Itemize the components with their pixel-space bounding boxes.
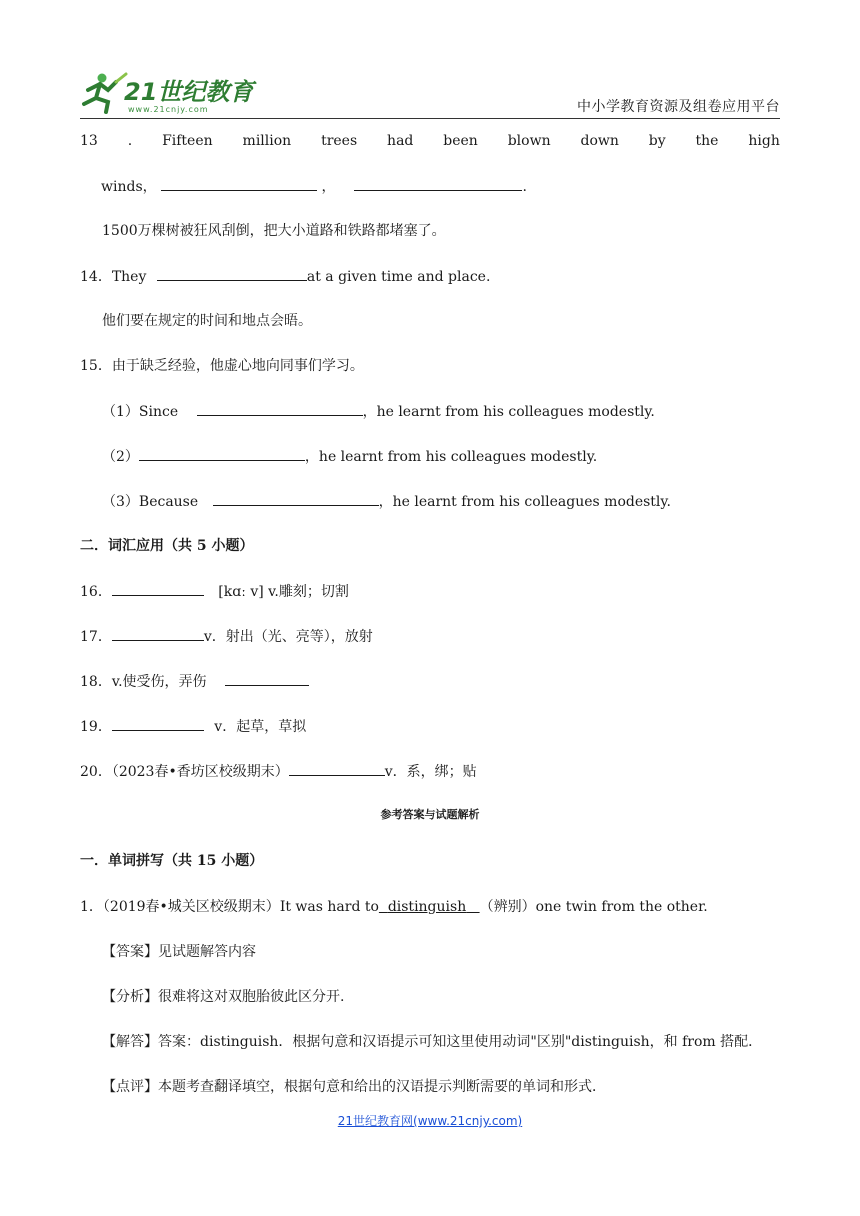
part-label: （1）Since: [102, 404, 179, 420]
q16-number: 16．: [80, 584, 112, 600]
q13-word: the: [695, 133, 719, 149]
q13-end: .: [522, 179, 527, 195]
q1-answer: distinguish: [387, 899, 467, 915]
q20-number: 20．: [80, 764, 112, 780]
q14-text: They: [111, 269, 147, 285]
question-16: [80, 581, 349, 602]
question-13-translation: 1500万棵树被狂风刮倒，把大小道路和铁路都堵塞了。: [102, 223, 446, 239]
question-15-part1: [102, 401, 655, 422]
site-logo: [80, 68, 260, 116]
answer-blank[interactable]: [112, 626, 204, 641]
q13-word: by: [648, 133, 666, 149]
q1-source: （2019春•城关区校级期末）: [102, 899, 280, 915]
q13-word: had: [387, 133, 414, 149]
q20-source: （2023春•香坊区校级期末）: [111, 764, 289, 780]
q13-word: high: [748, 133, 780, 149]
answer-blank[interactable]: [139, 446, 305, 461]
answer-blank[interactable]: [225, 671, 309, 686]
part-text: ，he learnt from his colleagues modestly.: [378, 494, 671, 510]
question-18: [80, 671, 309, 692]
answer-blank[interactable]: [213, 491, 379, 506]
question-13-line1: [80, 131, 780, 151]
section-2-title: 二．词汇应用（共 5 小题）: [80, 538, 254, 554]
part-text: ，he learnt from his colleagues modestly.: [362, 404, 655, 420]
q16-text: [kɑː v] v.雕刻；切割: [218, 584, 349, 600]
logo-subtext: www.21cnjy.com: [128, 105, 209, 114]
analysis-line: 【分析】很难将这对双胞胎彼此区分开.: [102, 989, 345, 1005]
q1-number: 1．: [80, 899, 103, 915]
answer-blank[interactable]: [289, 761, 385, 776]
q1-hint: （辨别）: [479, 899, 536, 915]
answer-blank[interactable]: [197, 401, 363, 416]
q13-word: trees: [321, 133, 358, 149]
answer-blank[interactable]: [112, 581, 204, 596]
q13-word: .: [127, 133, 133, 149]
q13-text: winds，: [101, 179, 157, 195]
comment-line: 【点评】本题考查翻译填空，根据句意和给出的汉语提示判断需要的单词和形式．: [102, 1079, 606, 1095]
question-13-line2: [101, 176, 527, 197]
q13-word: 13: [80, 133, 98, 149]
part-label: （2）: [102, 449, 139, 465]
q18-number: 18．: [80, 674, 112, 690]
question-14: [80, 266, 490, 287]
answer-line: 【答案】见试题解答内容: [102, 944, 256, 960]
answer-blank[interactable]: [161, 176, 317, 191]
q17-text: v．射出（光、亮等），放射: [203, 629, 373, 645]
q13-word: down: [580, 133, 619, 149]
q20-text: v．系，绑；贴: [384, 764, 477, 780]
q19-text: v．起草，草拟: [214, 719, 307, 735]
q19-number: 19．: [80, 719, 112, 735]
q14-number: 14．: [80, 269, 112, 285]
q13-separator: ，: [321, 179, 336, 195]
q14-text: at a given time and place.: [306, 269, 491, 285]
header-divider: [80, 118, 780, 119]
page-header: [80, 62, 780, 120]
part-label: （3）Because: [102, 494, 199, 510]
section-1-title: 一．单词拼写（共 15 小题）: [80, 853, 264, 869]
q1-text: It was hard to: [279, 899, 379, 915]
q13-word: Fifteen: [162, 133, 213, 149]
part-text: ，he learnt from his colleagues modestly.: [304, 449, 598, 465]
solution-line: 【解答】答案：distinguish．根据句意和汉语提示可知这里使用动词"区别"distinguish，和 from 搭配．: [102, 1034, 763, 1050]
answer-blank[interactable]: [157, 266, 307, 281]
question-15-part3: [102, 491, 671, 512]
answer-blank[interactable]: [354, 176, 522, 191]
q17-number: 17．: [80, 629, 112, 645]
question-15-prompt: 15．由于缺乏经验，他虚心地向同事们学习。: [80, 358, 364, 374]
logo-text: 21世纪教育: [124, 78, 254, 106]
question-14-translation: 他们要在规定的时间和地点会晤。: [102, 313, 312, 329]
q13-word: been: [443, 133, 478, 149]
platform-name: 中小学教育资源及组卷应用平台: [577, 99, 780, 115]
q13-word: million: [242, 133, 292, 149]
answer-blank[interactable]: [112, 716, 204, 731]
q18-text: v.使受伤，弄伤: [111, 674, 207, 690]
q1-text-end: one twin from the other.: [535, 899, 708, 915]
footer-link[interactable]: 21世纪教育网(www.21cnjy.com): [337, 1114, 523, 1128]
question-19: [80, 716, 306, 737]
question-15-part2: [102, 446, 597, 467]
question-20: [80, 761, 477, 782]
question-17: [80, 626, 373, 647]
answer-question-1: [80, 897, 708, 917]
q13-word: blown: [507, 133, 551, 149]
answer-section-title: 参考答案与试题解析: [380, 808, 480, 821]
